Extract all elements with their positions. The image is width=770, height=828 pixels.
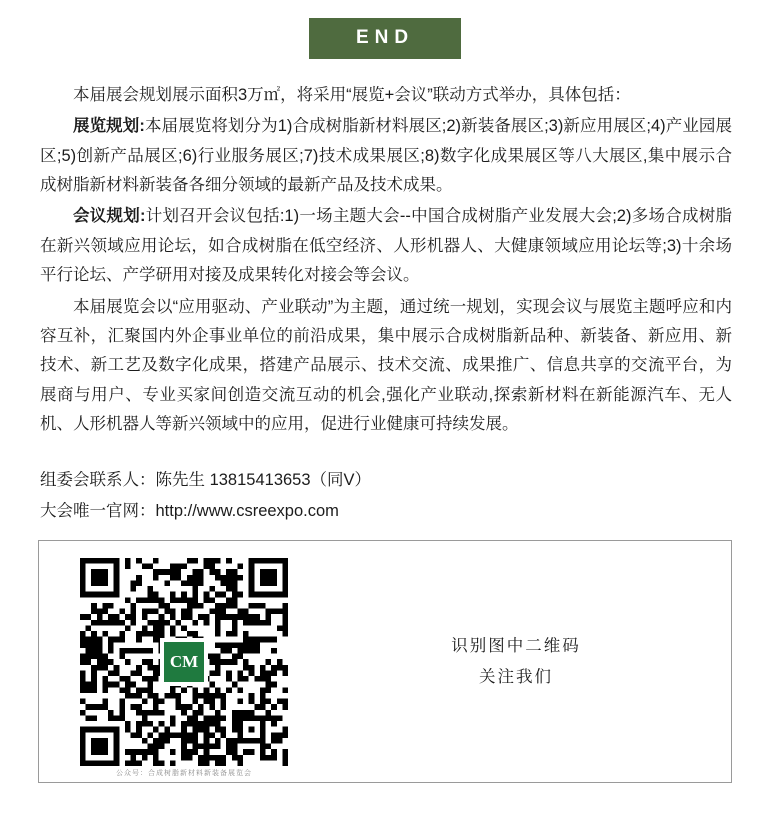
- exhibition-plan-text: 本届展览将划分为1)合成树脂新材料展区;2)新装备展区;3)新应用展区;4)产业园展区;5)创新产品展区;6)行业服务展区;7)技术成果展区;8)数字化成果展区等八大展区,集中展示合成树脂新材料新装备各细分领域的最新产品及技术成果。: [40, 117, 733, 195]
- official-website-line[interactable]: 大会唯一官网：http://www.csreexpo.com: [40, 501, 339, 520]
- conference-plan-text: 计划召开会议包括:1)一场主题大会--中国合成树脂产业发展大会;2)多场合成树脂在新兴领域应用论坛，如合成树脂在低空经济、人形机器人、大健康领域应用论坛等;3)十余场平行论坛、产学研用对接及成果转化对接会等会议。: [40, 207, 733, 285]
- qr-right-panel: [329, 541, 731, 782]
- contact-person-line: 组委会联系人：陈先生 13815413653（同V）: [40, 471, 372, 490]
- qr-watermark: 公众号：合成树脂新材料新装备展览会: [116, 770, 252, 778]
- qr-card: [38, 540, 732, 783]
- paragraph-theme-text: 本届展览会以“应用驱动、产业联动”为主题，通过统一规划，实现会议与展览主题呼应和内容互补，汇聚国内外企事业单位的前沿成果，集中展示合成树脂新品种、新装备、新应用、新技术、新工艺及数字化成果，搭建产品展示、技术交流、成果推广、信息共享的交流平台，为展商与用户、专业买家间创造交流互动的机会,强化产业联动,探索新材料在新能源汽车、无人机、人形机器人等新兴领域中的应用，促进行业健康可持续发展。: [40, 297, 732, 433]
- end-banner-row: [0, 0, 770, 59]
- qr-left-panel: [39, 541, 329, 782]
- qr-center-logo-text: CM: [164, 642, 204, 682]
- paragraph-conference-plan: [40, 202, 732, 290]
- paragraph-intro: [40, 81, 732, 110]
- paragraph-intro-text: 本届展会规划展示面积3万㎡，将采用“展览+会议”联动方式举办，具体包括：: [73, 86, 631, 104]
- article-content: [0, 81, 770, 526]
- qr-center-logo: [160, 638, 208, 686]
- qr-code-container[interactable]: [80, 558, 288, 766]
- end-banner: END: [309, 18, 461, 59]
- conference-plan-lead: 会议规划:: [73, 207, 146, 226]
- exhibition-plan-lead: 展览规划:: [73, 117, 145, 136]
- qr-caption-line-1: 识别图中二维码: [451, 636, 581, 655]
- contact-block: [40, 465, 732, 526]
- paragraph-exhibition-plan: [40, 112, 732, 200]
- paragraph-theme: [40, 293, 732, 440]
- qr-caption-line-2: 关注我们: [479, 667, 553, 686]
